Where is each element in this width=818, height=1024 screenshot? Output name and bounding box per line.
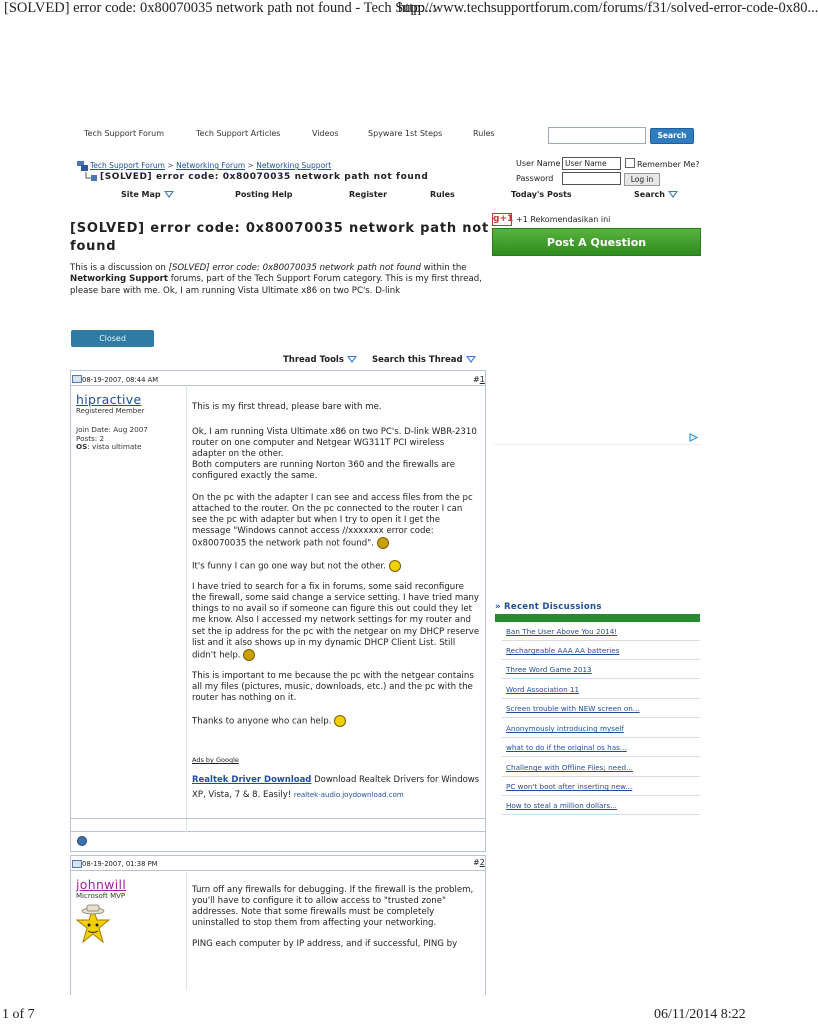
topnav-rules[interactable]: Rules bbox=[473, 129, 495, 138]
closed-button[interactable]: Closed bbox=[71, 330, 154, 347]
thread-tools-menu[interactable] bbox=[283, 355, 356, 365]
post-paragraph-text: Thanks to anyone who can help. bbox=[192, 716, 332, 727]
divider bbox=[502, 659, 700, 660]
divider bbox=[502, 795, 700, 796]
post-2-header-divider bbox=[70, 870, 486, 871]
post-paragraph: This is important to me because the pc with the netgear contains all my files (pictures, music, downloads, etc.) and the pc with the router has nothing on it. bbox=[192, 671, 474, 704]
sad-smiley-icon bbox=[243, 649, 255, 661]
post-paragraph bbox=[192, 582, 480, 661]
ad-choices-icon[interactable] bbox=[689, 433, 698, 442]
post-2-date: 08-19-2007, 01:38 PM bbox=[82, 860, 158, 868]
breadcrumb-branch-icon bbox=[84, 172, 98, 183]
os-label: OS bbox=[76, 442, 88, 452]
remember-me-label: Remember Me? bbox=[637, 160, 700, 169]
intro-mid: within the bbox=[420, 263, 467, 273]
recent-discussions-bar bbox=[495, 614, 700, 622]
user-avatar-star-sheriff bbox=[76, 902, 110, 950]
post-paragraph-text: On the pc with the adapter I can see and access files from the pc attached to the router. On the pc connected to the router I can see the pc with adapter but when I try to open it I get the message "Windows cannot access //xxxxxxx error code: 0x80070035 the network path not found". bbox=[192, 492, 473, 549]
topnav-videos[interactable]: Videos bbox=[312, 129, 339, 138]
intro-prefix: This is a discussion on bbox=[70, 263, 169, 273]
os-value: : vista ultimate bbox=[87, 442, 142, 452]
post-2-usertitle: Microsoft MVP bbox=[76, 892, 126, 900]
print-page-title: [SOLVED] error code: 0x80070035 network path not found - Tech Supp... bbox=[4, 0, 436, 16]
post-icon bbox=[72, 375, 82, 383]
post-paragraph: Both computers are running Norton 360 and the firewalls are configured exactly the same. bbox=[192, 460, 455, 482]
post-1-date: 08-19-2007, 08:44 AM bbox=[82, 376, 159, 384]
search-thread-label: Search this Thread bbox=[372, 355, 463, 365]
breadcrumb-separator: > bbox=[167, 161, 174, 170]
google-plus-icon: g bbox=[493, 214, 500, 224]
nav-rules[interactable]: Rules bbox=[430, 190, 455, 199]
google-ad bbox=[192, 771, 480, 801]
post-1-join-date: Join Date: Aug 2007 bbox=[76, 425, 148, 434]
search-button[interactable]: Search bbox=[650, 128, 694, 144]
remember-me-checkbox[interactable] bbox=[625, 158, 635, 168]
google-plus-button[interactable] bbox=[492, 213, 512, 226]
divider bbox=[502, 756, 700, 757]
password-field[interactable] bbox=[562, 172, 621, 185]
post-a-question-button[interactable]: Post A Question bbox=[492, 228, 701, 256]
username-field[interactable]: User Name bbox=[562, 157, 621, 170]
breadcrumb-link-networking-support[interactable]: Networking Support bbox=[256, 161, 332, 170]
username-label: User Name bbox=[516, 159, 561, 168]
post-paragraph bbox=[192, 493, 480, 550]
recent-discussion-link[interactable]: Ban The User Above You 2014! bbox=[506, 627, 618, 636]
post-paragraph: PING each computer by IP address, and if successful, PING by bbox=[192, 939, 458, 950]
chevron-down-icon bbox=[164, 191, 173, 198]
post-number-value: 2 bbox=[479, 858, 485, 867]
divider bbox=[502, 698, 700, 699]
print-date: 06/11/2014 8:22 bbox=[654, 1007, 746, 1022]
recent-discussions-header: » Recent Discussions bbox=[495, 602, 602, 612]
topnav-tech-support-articles[interactable]: Tech Support Articles bbox=[196, 129, 281, 138]
recent-discussion-link[interactable]: Three Word Game 2013 bbox=[506, 665, 592, 674]
recent-discussion-link[interactable]: Word Association 11 bbox=[506, 685, 580, 694]
recent-discussion-link[interactable]: Screen trouble with NEW screen on... bbox=[506, 704, 640, 713]
ad-slot bbox=[493, 444, 701, 588]
breadcrumb-current-thread: [SOLVED] error code: 0x80070035 network path not found bbox=[100, 172, 429, 182]
breadcrumb-link-tech-support-forum[interactable]: Tech Support Forum bbox=[90, 161, 165, 170]
post-1-number[interactable] bbox=[473, 375, 485, 384]
post-number-value: 1 bbox=[479, 375, 485, 384]
post-1-os bbox=[76, 443, 148, 452]
recent-discussion-link[interactable]: PC won't boot after inserting new... bbox=[506, 782, 633, 791]
thread-tools-label: Thread Tools bbox=[283, 355, 344, 365]
google-plus-label: +1 bbox=[499, 214, 514, 224]
divider bbox=[502, 678, 700, 679]
post-1-post-count: Posts: 2 bbox=[76, 433, 105, 443]
google-plus-recommend: +1 Rekomendasikan ini bbox=[516, 215, 611, 224]
intro-forum-name: Networking Support bbox=[70, 274, 168, 285]
thread-intro bbox=[70, 263, 490, 297]
post-paragraph bbox=[192, 560, 480, 573]
post-2-column-divider bbox=[186, 870, 187, 990]
post-2-username[interactable]: johnwill bbox=[76, 877, 127, 892]
nav-site-map[interactable] bbox=[121, 190, 173, 199]
nav-register[interactable]: Register bbox=[349, 190, 388, 199]
intro-thread-title: [SOLVED] error code: 0x80070035 network path not found bbox=[168, 263, 421, 273]
ads-by-google-label[interactable]: Ads by Google bbox=[192, 756, 239, 764]
ad-url[interactable]: realtek-audio.joydownload.com bbox=[293, 791, 404, 799]
divider bbox=[502, 737, 700, 738]
post-paragraph bbox=[192, 715, 480, 728]
topnav-tech-support-forum[interactable]: Tech Support Forum bbox=[84, 129, 164, 138]
post-number-prefix: # bbox=[473, 375, 480, 384]
login-button[interactable]: Log in bbox=[624, 173, 660, 186]
print-page-url: http://www.techsupportforum.com/forums/f31/solved-error-code-0x80... bbox=[398, 0, 818, 16]
ad-text: Download Realtek Drivers for Windows XP, Vista, 7 & 8. Easily! bbox=[192, 775, 480, 800]
confused-smiley-icon bbox=[377, 537, 389, 549]
post-1-username[interactable]: hipractive bbox=[76, 392, 142, 407]
search-thread-menu[interactable] bbox=[372, 355, 475, 365]
divider bbox=[502, 814, 700, 815]
post-1-footer bbox=[70, 832, 486, 852]
breadcrumb-link-networking-forum[interactable]: Networking Forum bbox=[176, 161, 246, 170]
post-1-header-divider bbox=[70, 385, 486, 386]
chevron-down-icon bbox=[466, 356, 475, 363]
ad-link[interactable]: Realtek Driver Download bbox=[192, 775, 312, 785]
post-1-body bbox=[192, 402, 480, 737]
nav-search[interactable] bbox=[634, 190, 677, 199]
post-paragraph-text: It's funny I can go one way but not the other. bbox=[192, 561, 386, 572]
nav-site-map-label: Site Map bbox=[121, 190, 161, 199]
post-2-number[interactable] bbox=[473, 858, 485, 867]
post-1-usertitle: Registered Member bbox=[76, 407, 145, 415]
thanks-smiley-icon bbox=[334, 715, 346, 727]
post-paragraph: This is my first thread, please bare with me. bbox=[192, 402, 382, 412]
post-1-column-divider bbox=[186, 385, 187, 832]
breadcrumb bbox=[90, 161, 331, 170]
recent-discussion-link[interactable]: Challenge with Offline Files; need... bbox=[506, 763, 633, 772]
post-1-footer-divider bbox=[70, 818, 486, 819]
divider bbox=[502, 717, 700, 718]
post-2-body bbox=[192, 885, 480, 960]
search-input[interactable] bbox=[548, 127, 646, 144]
recent-discussion-link[interactable]: what to do if the original os has... bbox=[506, 743, 627, 752]
quote-icon[interactable] bbox=[77, 836, 87, 846]
intro-suffix: forums, part of the Tech Support Forum category. This is my first thread, please bare with me. Ok, I am running Vista Ultimate x86 on two PC's. D-link bbox=[70, 274, 482, 296]
shrug-smiley-icon bbox=[389, 560, 401, 572]
divider bbox=[502, 640, 700, 641]
post-paragraph: Ok, I am running Vista Ultimate x86 on two PC's. D-link WBR-2310 router on one computer and Netgear WG311T PCI wireless adapter on the other. bbox=[192, 427, 477, 460]
nav-posting-help[interactable]: Posting Help bbox=[235, 190, 293, 199]
post-number-prefix: # bbox=[473, 858, 480, 867]
post-paragraph: Turn off any firewalls for debugging. If the firewall is the problem, you'll have to configure it to allow access to "trusted zone" addresses. Note that some firewalls must be completely uninstalled to stop them from affecting your networking. bbox=[192, 885, 474, 929]
breadcrumb-separator: > bbox=[247, 161, 254, 170]
post-paragraph-text: I have tried to search for a fix in forums, some said reconfigure the firewall, some said change a service setting. I have tried many things to no avail so if someone can figure this out could they let me know. Also I accessed my network settings for my router and set the ip address for the pc with the netgear on my DHCP reserve list and it also shows up in my dynamic DHCP Client List. Still didn't help. bbox=[192, 582, 480, 661]
topnav-spyware-1st-steps[interactable]: Spyware 1st Steps bbox=[368, 129, 443, 138]
post-icon bbox=[72, 860, 82, 868]
page-title: [SOLVED] error code: 0x80070035 network path not found bbox=[70, 221, 490, 254]
recent-discussion-link[interactable]: How to steal a million dollars... bbox=[506, 801, 617, 810]
print-page-number: 1 of 7 bbox=[2, 1007, 35, 1022]
breadcrumb-home-icon bbox=[76, 160, 90, 172]
chevron-down-icon bbox=[347, 356, 356, 363]
recent-discussion-link[interactable]: Anonymously introducing myself bbox=[506, 724, 624, 733]
recent-discussion-link[interactable]: Rechargeable AAA AA batteries bbox=[506, 646, 620, 655]
nav-todays-posts[interactable]: Today's Posts bbox=[511, 190, 572, 199]
nav-search-label: Search bbox=[634, 190, 665, 199]
post-1-user-info bbox=[76, 426, 148, 452]
chevron-down-icon bbox=[668, 191, 677, 198]
divider bbox=[502, 776, 700, 777]
password-label: Password bbox=[516, 174, 554, 183]
